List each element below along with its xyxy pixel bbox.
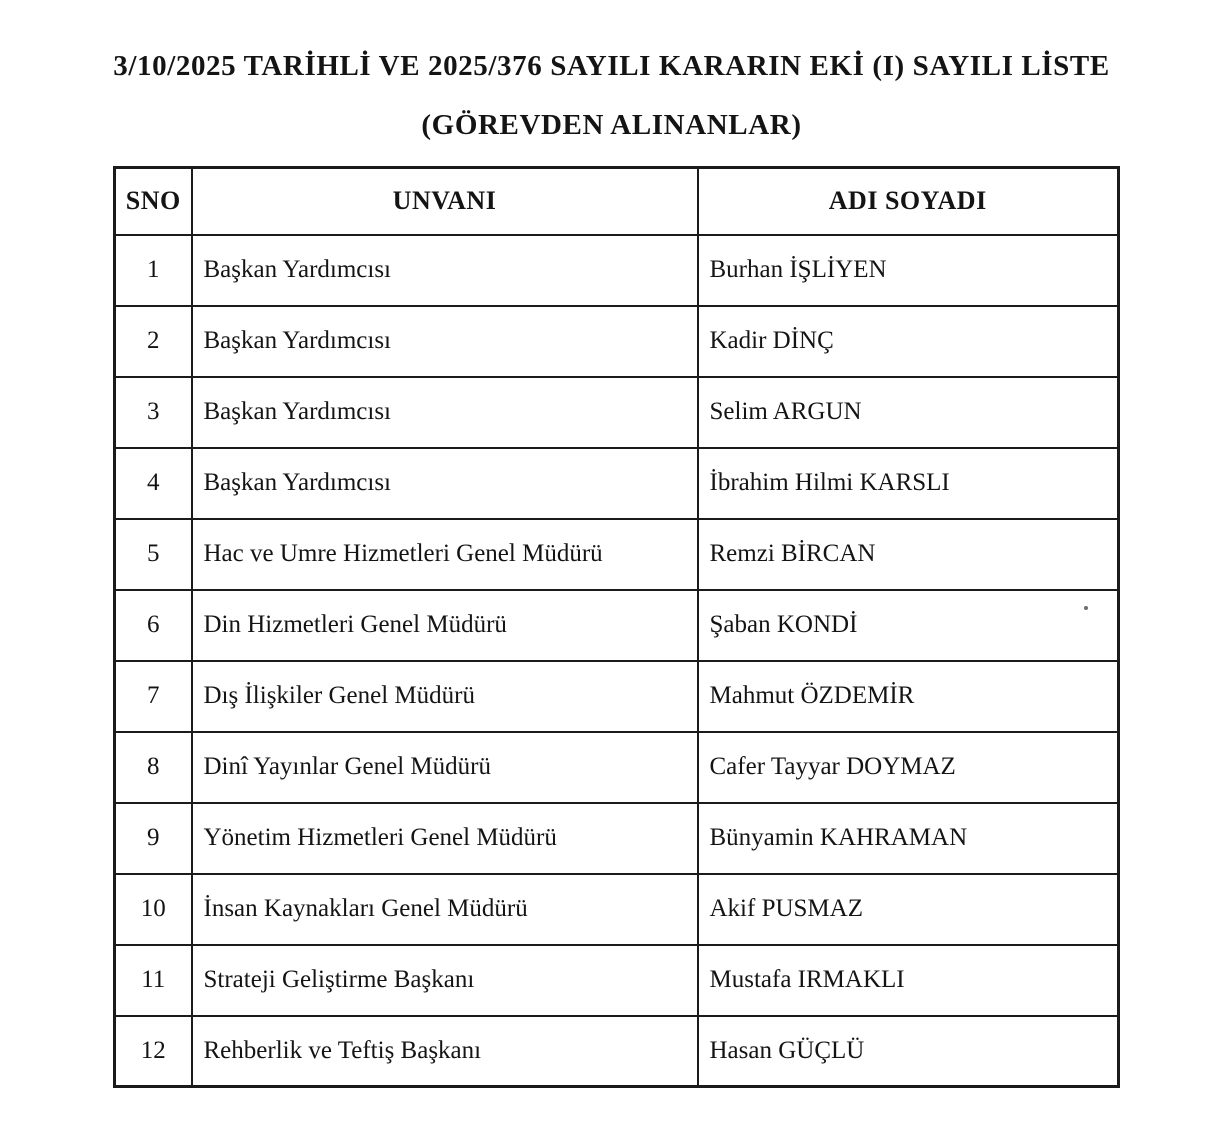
unvan-cell: Rehberlik ve Teftiş Başkanı bbox=[192, 1016, 698, 1087]
sno-cell: 9 bbox=[115, 803, 192, 874]
table-row bbox=[115, 732, 1119, 803]
table-row bbox=[115, 448, 1119, 519]
unvan-cell: Başkan Yardımcısı bbox=[192, 448, 698, 519]
document-title-line1: 3/10/2025 TARİHLİ VE 2025/376 SAYILI KARARIN EKİ (I) SAYILI LİSTE bbox=[113, 50, 1110, 82]
name-cell: Mahmut ÖZDEMİR bbox=[698, 661, 1119, 732]
sno-cell: 10 bbox=[115, 874, 192, 945]
table-row bbox=[115, 306, 1119, 377]
name-cell: Cafer Tayyar DOYMAZ bbox=[698, 732, 1119, 803]
table-row bbox=[115, 235, 1119, 306]
table-row bbox=[115, 661, 1119, 732]
document-title-line2: (GÖREVDEN ALINANLAR) bbox=[421, 109, 802, 141]
header-unvan: UNVANI bbox=[192, 168, 698, 235]
dismissals-table bbox=[113, 166, 1120, 1088]
unvan-cell: Dinî Yayınlar Genel Müdürü bbox=[192, 732, 698, 803]
header-ad: ADI SOYADI bbox=[698, 168, 1119, 235]
unvan-cell: Yönetim Hizmetleri Genel Müdürü bbox=[192, 803, 698, 874]
unvan-cell: Başkan Yardımcısı bbox=[192, 306, 698, 377]
unvan-cell: Başkan Yardımcısı bbox=[192, 377, 698, 448]
sno-cell: 7 bbox=[115, 661, 192, 732]
name-cell: Akif PUSMAZ bbox=[698, 874, 1119, 945]
sno-cell: 11 bbox=[115, 945, 192, 1016]
unvan-cell: Din Hizmetleri Genel Müdürü bbox=[192, 590, 698, 661]
sno-cell: 1 bbox=[115, 235, 192, 306]
sno-cell: 4 bbox=[115, 448, 192, 519]
unvan-cell: Hac ve Umre Hizmetleri Genel Müdürü bbox=[192, 519, 698, 590]
table-row bbox=[115, 803, 1119, 874]
table-row bbox=[115, 945, 1119, 1016]
sno-cell: 5 bbox=[115, 519, 192, 590]
name-cell: Mustafa IRMAKLI bbox=[698, 945, 1119, 1016]
table-header-row bbox=[115, 168, 1119, 235]
unvan-cell: Dış İlişkiler Genel Müdürü bbox=[192, 661, 698, 732]
unvan-cell: Strateji Geliştirme Başkanı bbox=[192, 945, 698, 1016]
table-row bbox=[115, 874, 1119, 945]
sno-cell: 8 bbox=[115, 732, 192, 803]
name-cell: Kadir DİNÇ bbox=[698, 306, 1119, 377]
sno-cell: 2 bbox=[115, 306, 192, 377]
sno-cell: 12 bbox=[115, 1016, 192, 1087]
table-row bbox=[115, 1016, 1119, 1087]
name-cell: İbrahim Hilmi KARSLI bbox=[698, 448, 1119, 519]
table-row bbox=[115, 377, 1119, 448]
name-cell: Bünyamin KAHRAMAN bbox=[698, 803, 1119, 874]
name-cell: Burhan İŞLİYEN bbox=[698, 235, 1119, 306]
sno-cell: 6 bbox=[115, 590, 192, 661]
unvan-cell: İnsan Kaynakları Genel Müdürü bbox=[192, 874, 698, 945]
name-cell: Şaban KONDİ bbox=[698, 590, 1119, 661]
scan-artifact-dot bbox=[1084, 606, 1088, 610]
header-sno: SNO bbox=[115, 168, 192, 235]
name-cell: Remzi BİRCAN bbox=[698, 519, 1119, 590]
unvan-cell: Başkan Yardımcısı bbox=[192, 235, 698, 306]
table-row bbox=[115, 519, 1119, 590]
sno-cell: 3 bbox=[115, 377, 192, 448]
name-cell: Selim ARGUN bbox=[698, 377, 1119, 448]
table-row bbox=[115, 590, 1119, 661]
name-cell: Hasan GÜÇLÜ bbox=[698, 1016, 1119, 1087]
